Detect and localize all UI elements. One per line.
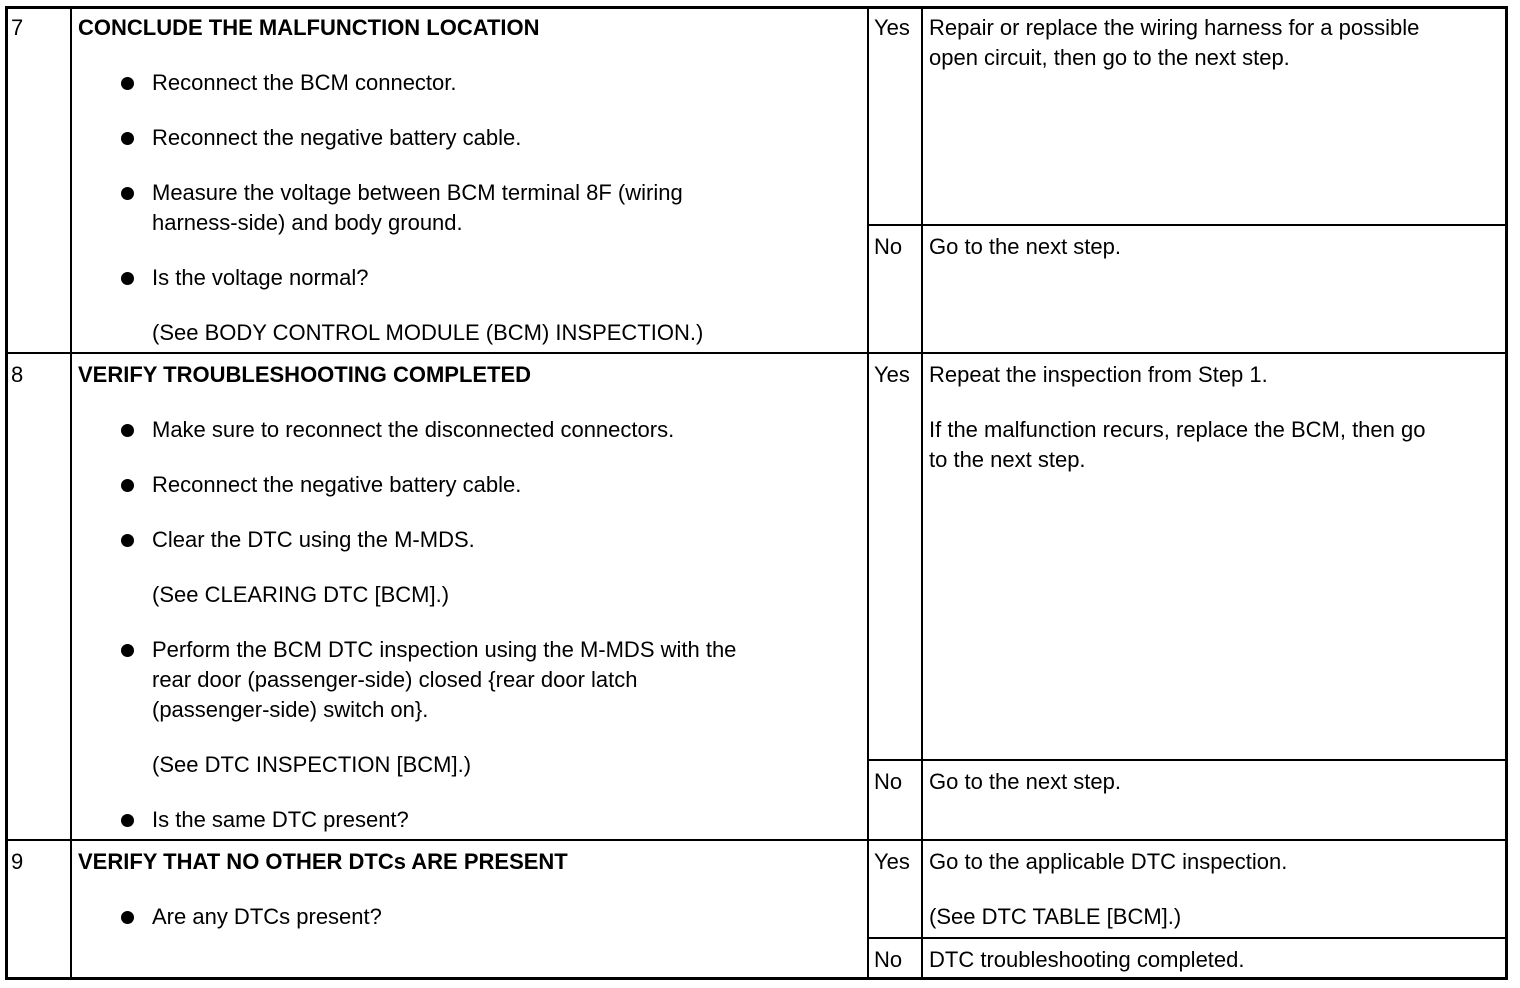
yes-label: Yes [874, 849, 910, 874]
no-label: No [874, 769, 903, 794]
bullet-icon [121, 424, 134, 437]
row-divider [5, 352, 1508, 354]
bullet-icon [121, 272, 134, 285]
step-item: Perform the BCM DTC inspection using the M-MDS with the rear door (passenger-side) closed {rear door latch (passenger-side) switch on}. [152, 637, 737, 722]
bullet-icon [121, 644, 134, 657]
step-item: Reconnect the negative battery cable. [152, 125, 522, 150]
yes-action: Repeat the inspection from Step 1. [929, 362, 1268, 387]
step-item: Is the same DTC present? [152, 807, 409, 832]
step-item: Reconnect the negative battery cable. [152, 472, 522, 497]
step-item: Measure the voltage between BCM terminal 8F (wiring harness-side) and body ground. [152, 180, 683, 235]
table-border-bottom [5, 977, 1508, 980]
bullet-icon [121, 534, 134, 547]
row-divider [5, 839, 1508, 841]
yes-no-divider [867, 759, 1508, 761]
yes-no-divider [867, 937, 1508, 939]
no-label: No [874, 947, 903, 972]
step-number: 8 [11, 362, 24, 387]
bullet-icon [121, 814, 134, 827]
yes-action: Go to the applicable DTC inspection. [929, 849, 1288, 874]
step-number: 7 [11, 15, 24, 40]
table-border-right [1505, 6, 1508, 980]
yes-action: Repair or replace the wiring harness for a possible open circuit, then go to the next step. [929, 15, 1420, 70]
bullet-icon [121, 479, 134, 492]
bullet-icon [121, 911, 134, 924]
step-item: Clear the DTC using the M-MDS. [152, 527, 475, 552]
yes-label: Yes [874, 15, 910, 40]
step-reference: (See DTC INSPECTION [BCM].) [152, 752, 472, 777]
yes-no-divider [867, 224, 1508, 226]
step-title: VERIFY TROUBLESHOOTING COMPLETED [78, 362, 532, 387]
step-reference: (See CLEARING DTC [BCM].) [152, 582, 450, 607]
bullet-icon [121, 187, 134, 200]
no-action: Go to the next step. [929, 769, 1122, 794]
step-item: Are any DTCs present? [152, 904, 382, 929]
step-reference: (See BODY CONTROL MODULE (BCM) INSPECTION.) [152, 320, 704, 345]
column-divider [867, 6, 869, 980]
step-title: VERIFY THAT NO OTHER DTCs ARE PRESENT [78, 849, 568, 874]
no-action: Go to the next step. [929, 234, 1122, 259]
bullet-icon [121, 132, 134, 145]
yes-action-note: If the malfunction recurs, replace the BCM, then go to the next step. [929, 417, 1426, 472]
column-divider [921, 6, 923, 980]
yes-label: Yes [874, 362, 910, 387]
step-title: CONCLUDE THE MALFUNCTION LOCATION [78, 15, 540, 40]
table-border-left [5, 6, 8, 980]
bullet-icon [121, 77, 134, 90]
column-divider [70, 6, 72, 980]
no-label: No [874, 234, 903, 259]
no-action: DTC troubleshooting completed. [929, 947, 1245, 972]
step-item: Reconnect the BCM connector. [152, 70, 457, 95]
table-border-top [5, 6, 1508, 9]
step-number: 9 [11, 849, 24, 874]
step-item: Is the voltage normal? [152, 265, 369, 290]
step-item: Make sure to reconnect the disconnected connectors. [152, 417, 675, 442]
yes-action-note: (See DTC TABLE [BCM].) [929, 904, 1182, 929]
